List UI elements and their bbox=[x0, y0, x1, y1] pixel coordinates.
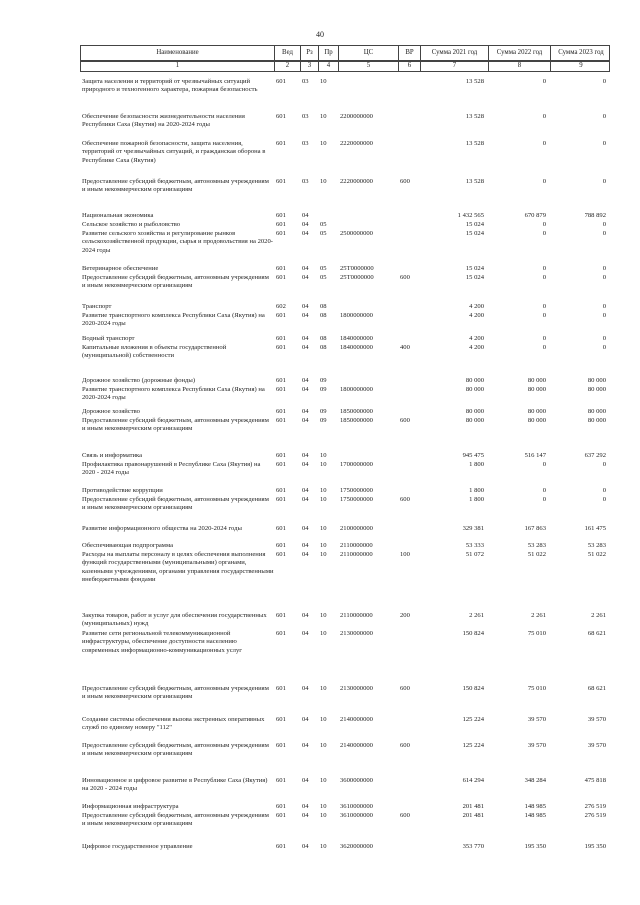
cell-ved: 601 bbox=[276, 265, 286, 272]
cell-s2021: 1 432 565 bbox=[457, 212, 484, 219]
cell-name: Развитие информационного общества на 2020-2024 годы bbox=[82, 525, 242, 532]
cell-ved: 601 bbox=[276, 274, 286, 281]
cell-pr: 10 bbox=[320, 452, 327, 459]
cell-name: Профилактика правонарушений в Республике Саха (Якутия) на 2020 - 2024 годы bbox=[82, 461, 261, 477]
cell-s2023: 51 022 bbox=[587, 551, 606, 558]
cell-cs: 1850000000 bbox=[340, 408, 373, 415]
cell-ved: 601 bbox=[276, 417, 286, 424]
cell-pr: 10 bbox=[320, 496, 327, 503]
header-cell-ved: 2 bbox=[275, 62, 301, 71]
header-cell-name: 1 bbox=[81, 62, 275, 71]
cell-s2022: 80 000 bbox=[527, 386, 546, 393]
cell-pr: 09 bbox=[320, 408, 327, 415]
cell-pr: 10 bbox=[320, 542, 327, 549]
cell-rz: 04 bbox=[302, 612, 309, 619]
cell-cs: 1750000000 bbox=[340, 496, 373, 503]
cell-name: Национальная экономика bbox=[82, 212, 154, 219]
cell-s2023: 39 570 bbox=[587, 742, 606, 749]
cell-s2022: 0 bbox=[542, 178, 546, 185]
cell-s2023: 0 bbox=[602, 303, 606, 310]
table-header-row bbox=[80, 45, 610, 61]
cell-pr: 09 bbox=[320, 386, 327, 393]
cell-rz: 04 bbox=[302, 777, 309, 784]
cell-ved: 601 bbox=[276, 221, 286, 228]
cell-rz: 03 bbox=[302, 178, 309, 185]
cell-cs: 2110000000 bbox=[340, 542, 373, 549]
cell-pr: 10 bbox=[320, 612, 327, 619]
cell-cs: 1840000000 bbox=[340, 335, 373, 342]
cell-pr: 09 bbox=[320, 377, 327, 384]
cell-s2021: 4 200 bbox=[469, 312, 484, 319]
cell-name: Предоставление субсидий бюджетным, автономным учреждениям и иным некоммерческим организациям bbox=[82, 417, 269, 433]
cell-s2021: 1 800 bbox=[469, 496, 484, 503]
cell-rz: 04 bbox=[302, 452, 309, 459]
cell-ved: 601 bbox=[276, 461, 286, 468]
cell-s2021: 150 824 bbox=[462, 630, 484, 637]
cell-pr: 10 bbox=[320, 716, 327, 723]
cell-s2023: 68 621 bbox=[587, 630, 606, 637]
cell-ved: 601 bbox=[276, 542, 286, 549]
cell-s2023: 80 000 bbox=[587, 408, 606, 415]
header-cell-ved: Вед bbox=[275, 46, 301, 60]
cell-cs: 25Т0000000 bbox=[340, 274, 374, 281]
cell-s2021: 1 800 bbox=[469, 487, 484, 494]
cell-ved: 601 bbox=[276, 312, 286, 319]
cell-name: Транспорт bbox=[82, 303, 112, 310]
cell-rz: 04 bbox=[302, 221, 309, 228]
cell-pr: 08 bbox=[320, 344, 327, 351]
cell-pr: 10 bbox=[320, 178, 327, 185]
cell-pr: 10 bbox=[320, 843, 327, 850]
column-number-row bbox=[80, 61, 610, 72]
cell-s2023: 0 bbox=[602, 140, 606, 147]
cell-cs: 2100000000 bbox=[340, 525, 373, 532]
cell-rz: 04 bbox=[302, 812, 309, 819]
cell-pr: 08 bbox=[320, 335, 327, 342]
cell-cs: 3600000000 bbox=[340, 777, 373, 784]
cell-pr: 05 bbox=[320, 230, 327, 237]
header-cell-s2022: 8 bbox=[489, 62, 551, 71]
cell-vr: 600 bbox=[400, 496, 410, 503]
cell-rz: 04 bbox=[302, 487, 309, 494]
cell-pr: 10 bbox=[320, 113, 327, 120]
cell-s2022: 0 bbox=[542, 140, 546, 147]
cell-ved: 601 bbox=[276, 140, 286, 147]
cell-s2022: 0 bbox=[542, 312, 546, 319]
cell-cs: 2140000000 bbox=[340, 716, 373, 723]
cell-ved: 601 bbox=[276, 377, 286, 384]
cell-cs: 3610000000 bbox=[340, 803, 373, 810]
cell-s2021: 53 333 bbox=[465, 542, 484, 549]
cell-s2022: 75 010 bbox=[527, 630, 546, 637]
cell-pr: 10 bbox=[320, 525, 327, 532]
cell-s2023: 80 000 bbox=[587, 377, 606, 384]
cell-rz: 04 bbox=[302, 461, 309, 468]
cell-s2021: 201 481 bbox=[462, 803, 484, 810]
cell-s2021: 15 024 bbox=[465, 265, 484, 272]
header-cell-vr: ВР bbox=[399, 46, 421, 60]
cell-name: Предоставление субсидий бюджетным, автономным учреждениям и иным некоммерческим организациям bbox=[82, 496, 269, 512]
cell-s2021: 80 000 bbox=[465, 417, 484, 424]
cell-ved: 601 bbox=[276, 344, 286, 351]
cell-s2023: 0 bbox=[602, 265, 606, 272]
cell-name: Инновационное и цифровое развитие в Республике Саха (Якутия) на 2020 - 2024 годы bbox=[82, 777, 268, 793]
cell-s2021: 15 024 bbox=[465, 230, 484, 237]
cell-cs: 2220000000 bbox=[340, 140, 373, 147]
cell-s2022: 0 bbox=[542, 113, 546, 120]
cell-cs: 2110000000 bbox=[340, 551, 373, 558]
cell-pr: 09 bbox=[320, 417, 327, 424]
cell-pr: 10 bbox=[320, 630, 327, 637]
header-cell-s2021: 7 bbox=[421, 62, 489, 71]
cell-s2022: 80 000 bbox=[527, 417, 546, 424]
header-cell-rz: 3 bbox=[301, 62, 319, 71]
cell-rz: 04 bbox=[302, 843, 309, 850]
cell-s2022: 348 284 bbox=[524, 777, 546, 784]
cell-s2022: 516 147 bbox=[524, 452, 546, 459]
cell-s2022: 670 879 bbox=[524, 212, 546, 219]
cell-name: Предоставление субсидий бюджетным, автономным учреждениям и иным некоммерческим организациям bbox=[82, 742, 269, 758]
cell-s2023: 0 bbox=[602, 461, 606, 468]
cell-rz: 04 bbox=[302, 230, 309, 237]
cell-name: Защита населения и территорий от чрезвычайных ситуаций природного и техногенного характера, пожарная безопасность bbox=[82, 78, 258, 94]
cell-s2021: 353 770 bbox=[462, 843, 484, 850]
cell-s2021: 80 000 bbox=[465, 377, 484, 384]
cell-pr: 10 bbox=[320, 78, 327, 85]
cell-vr: 400 bbox=[400, 344, 410, 351]
cell-s2021: 1 800 bbox=[469, 461, 484, 468]
cell-rz: 04 bbox=[302, 312, 309, 319]
cell-ved: 602 bbox=[276, 303, 286, 310]
cell-s2022: 80 000 bbox=[527, 377, 546, 384]
cell-s2021: 15 024 bbox=[465, 274, 484, 281]
cell-cs: 2220000000 bbox=[340, 178, 373, 185]
cell-s2023: 637 292 bbox=[584, 452, 606, 459]
cell-vr: 600 bbox=[400, 417, 410, 424]
cell-pr: 05 bbox=[320, 265, 327, 272]
cell-pr: 10 bbox=[320, 140, 327, 147]
header-cell-s2023: Сумма 2023 год bbox=[558, 48, 604, 56]
cell-ved: 601 bbox=[276, 78, 286, 85]
cell-ved: 601 bbox=[276, 812, 286, 819]
cell-s2022: 148 985 bbox=[524, 812, 546, 819]
cell-vr: 600 bbox=[400, 274, 410, 281]
cell-vr: 600 bbox=[400, 178, 410, 185]
cell-s2023: 161 475 bbox=[584, 525, 606, 532]
page-number: 40 bbox=[316, 30, 324, 39]
cell-ved: 601 bbox=[276, 777, 286, 784]
cell-name: Обеспечение безопасности жизнедеятельности населения Республики Саха (Якутия) на 2020-2024 годы bbox=[82, 113, 245, 129]
cell-rz: 04 bbox=[302, 742, 309, 749]
cell-s2021: 15 024 bbox=[465, 221, 484, 228]
cell-rz: 04 bbox=[302, 630, 309, 637]
cell-s2022: 0 bbox=[542, 461, 546, 468]
cell-s2022: 0 bbox=[542, 496, 546, 503]
cell-vr: 200 bbox=[400, 612, 410, 619]
cell-s2022: 0 bbox=[542, 265, 546, 272]
cell-pr: 05 bbox=[320, 221, 327, 228]
cell-cs: 2140000000 bbox=[340, 742, 373, 749]
cell-ved: 601 bbox=[276, 843, 286, 850]
cell-name: Обеспечивающая подпрограмма bbox=[82, 542, 174, 549]
cell-name: Водный транспорт bbox=[82, 335, 135, 342]
cell-name: Дорожное хозяйство (дорожные фонды) bbox=[82, 377, 196, 384]
cell-cs: 1800000000 bbox=[340, 312, 373, 319]
cell-pr: 10 bbox=[320, 742, 327, 749]
cell-ved: 601 bbox=[276, 525, 286, 532]
cell-name: Предоставление субсидий бюджетным, автономным учреждениям и иным некоммерческим организациям bbox=[82, 178, 269, 194]
cell-s2023: 0 bbox=[602, 335, 606, 342]
cell-cs: 2500000000 bbox=[340, 230, 373, 237]
cell-s2023: 80 000 bbox=[587, 417, 606, 424]
cell-s2021: 945 475 bbox=[462, 452, 484, 459]
cell-s2021: 4 200 bbox=[469, 335, 484, 342]
cell-s2023: 475 818 bbox=[584, 777, 606, 784]
cell-rz: 04 bbox=[302, 335, 309, 342]
cell-name: Цифровое государственное управление bbox=[82, 843, 193, 850]
cell-s2022: 0 bbox=[542, 78, 546, 85]
cell-s2022: 39 570 bbox=[527, 716, 546, 723]
cell-s2022: 0 bbox=[542, 230, 546, 237]
cell-name: Расходы на выплаты персоналу в целях обеспечения выполнения функций государственными (муниципальными) органами, казенными учреждениями, органами управления государственными внебюджетными фондами bbox=[82, 551, 274, 584]
cell-rz: 04 bbox=[302, 274, 309, 281]
cell-s2021: 125 224 bbox=[462, 716, 484, 723]
cell-s2021: 13 528 bbox=[465, 140, 484, 147]
cell-ved: 601 bbox=[276, 178, 286, 185]
cell-rz: 04 bbox=[302, 803, 309, 810]
cell-s2021: 329 381 bbox=[462, 525, 484, 532]
cell-cs: 25Т0000000 bbox=[340, 265, 374, 272]
cell-s2021: 80 000 bbox=[465, 386, 484, 393]
cell-pr: 10 bbox=[320, 487, 327, 494]
cell-s2021: 80 000 bbox=[465, 408, 484, 415]
cell-vr: 600 bbox=[400, 685, 410, 692]
cell-s2023: 0 bbox=[602, 230, 606, 237]
cell-s2022: 80 000 bbox=[527, 408, 546, 415]
cell-ved: 601 bbox=[276, 685, 286, 692]
cell-pr: 05 bbox=[320, 274, 327, 281]
cell-ved: 601 bbox=[276, 496, 286, 503]
cell-pr: 10 bbox=[320, 461, 327, 468]
cell-name: Информационная инфраструктура bbox=[82, 803, 179, 810]
cell-rz: 03 bbox=[302, 113, 309, 120]
cell-s2022: 195 350 bbox=[524, 843, 546, 850]
cell-s2022: 0 bbox=[542, 344, 546, 351]
cell-name: Связь и информатика bbox=[82, 452, 143, 459]
cell-rz: 04 bbox=[302, 551, 309, 558]
cell-rz: 04 bbox=[302, 386, 309, 393]
cell-s2023: 0 bbox=[602, 496, 606, 503]
cell-rz: 04 bbox=[302, 377, 309, 384]
cell-cs: 1800000000 bbox=[340, 386, 373, 393]
cell-rz: 04 bbox=[302, 685, 309, 692]
cell-rz: 04 bbox=[302, 344, 309, 351]
cell-s2023: 195 350 bbox=[584, 843, 606, 850]
cell-s2023: 68 621 bbox=[587, 685, 606, 692]
header-cell-s2022: Сумма 2022 год bbox=[489, 46, 551, 60]
cell-ved: 601 bbox=[276, 113, 286, 120]
cell-s2022: 0 bbox=[542, 335, 546, 342]
cell-s2021: 614 294 bbox=[462, 777, 484, 784]
cell-s2023: 0 bbox=[602, 312, 606, 319]
cell-ved: 601 bbox=[276, 487, 286, 494]
cell-s2022: 0 bbox=[542, 487, 546, 494]
cell-name: Развитие сети региональной телекоммуникационной инфраструктуры, обеспечение доступности населению современных информационно-коммуникационных услуг bbox=[82, 630, 242, 654]
cell-pr: 10 bbox=[320, 551, 327, 558]
cell-s2021: 13 528 bbox=[465, 178, 484, 185]
cell-pr: 08 bbox=[320, 312, 327, 319]
cell-ved: 601 bbox=[276, 742, 286, 749]
cell-rz: 04 bbox=[302, 417, 309, 424]
cell-name: Создание системы обеспечения вызова экстренных оперативных служб по единому номеру "112" bbox=[82, 716, 265, 732]
cell-cs: 1840000000 bbox=[340, 344, 373, 351]
cell-s2022: 75 010 bbox=[527, 685, 546, 692]
cell-s2023: 0 bbox=[602, 274, 606, 281]
cell-name: Сельское хозяйство и рыболовство bbox=[82, 221, 181, 228]
cell-ved: 601 bbox=[276, 803, 286, 810]
cell-s2022: 0 bbox=[542, 221, 546, 228]
cell-ved: 601 bbox=[276, 716, 286, 723]
cell-ved: 601 bbox=[276, 230, 286, 237]
header-cell-s2021: Сумма 2021 год bbox=[421, 46, 489, 60]
cell-ved: 601 bbox=[276, 335, 286, 342]
cell-s2021: 4 200 bbox=[469, 303, 484, 310]
cell-cs: 2130000000 bbox=[340, 685, 373, 692]
cell-rz: 04 bbox=[302, 525, 309, 532]
cell-s2022: 39 570 bbox=[527, 742, 546, 749]
header-cell-cs: ЦС bbox=[339, 46, 399, 60]
cell-name: Закупка товаров, работ и услуг для обеспечения государственных (муниципальных) нужд bbox=[82, 612, 267, 628]
cell-s2023: 0 bbox=[602, 344, 606, 351]
cell-s2022: 0 bbox=[542, 303, 546, 310]
cell-s2022: 53 283 bbox=[527, 542, 546, 549]
cell-cs: 2110000000 bbox=[340, 612, 373, 619]
cell-vr: 600 bbox=[400, 812, 410, 819]
cell-name: Обеспечение пожарной безопасности, защита населения, территорий от чрезвычайных ситуаций, и гражданская оборона в Республике Саха (Якутия) bbox=[82, 140, 266, 164]
cell-pr: 08 bbox=[320, 303, 327, 310]
cell-pr: 10 bbox=[320, 685, 327, 692]
cell-name: Предоставление субсидий бюджетным, автономным учреждениям и иным некоммерческим организациям bbox=[82, 685, 269, 701]
cell-s2023: 0 bbox=[602, 487, 606, 494]
cell-s2023: 0 bbox=[602, 221, 606, 228]
cell-ved: 601 bbox=[276, 386, 286, 393]
header-cell-s2023: 9 bbox=[579, 62, 583, 70]
cell-s2023: 0 bbox=[602, 113, 606, 120]
cell-rz: 04 bbox=[302, 212, 309, 219]
cell-s2021: 51 072 bbox=[465, 551, 484, 558]
header-cell-vr: 6 bbox=[399, 62, 421, 71]
cell-name: Развитие транспортного комплекса Республики Саха (Якутия) на 2020-2024 годы bbox=[82, 386, 265, 402]
cell-cs: 1750000000 bbox=[340, 487, 373, 494]
cell-name: Капитальные вложения в объекты государственной (муниципальной) собственности bbox=[82, 344, 227, 360]
cell-s2022: 0 bbox=[542, 274, 546, 281]
header-cell-cs: 5 bbox=[339, 62, 399, 71]
cell-cs: 1700000000 bbox=[340, 461, 373, 468]
cell-s2021: 125 224 bbox=[462, 742, 484, 749]
header-cell-pr: Пр bbox=[319, 46, 339, 60]
cell-s2023: 2 261 bbox=[591, 612, 606, 619]
cell-s2021: 13 528 bbox=[465, 113, 484, 120]
cell-s2021: 150 824 bbox=[462, 685, 484, 692]
cell-ved: 601 bbox=[276, 612, 286, 619]
cell-name: Дорожное хозяйство bbox=[82, 408, 140, 415]
cell-ved: 601 bbox=[276, 630, 286, 637]
cell-rz: 04 bbox=[302, 716, 309, 723]
cell-s2022: 148 985 bbox=[524, 803, 546, 810]
cell-s2022: 2 261 bbox=[531, 612, 546, 619]
cell-rz: 04 bbox=[302, 408, 309, 415]
header-cell-pr: 4 bbox=[319, 62, 339, 71]
cell-s2021: 201 481 bbox=[462, 812, 484, 819]
cell-s2022: 51 022 bbox=[527, 551, 546, 558]
cell-cs: 2200000000 bbox=[340, 113, 373, 120]
cell-s2023: 788 892 bbox=[584, 212, 606, 219]
cell-rz: 04 bbox=[302, 303, 309, 310]
header-cell-name: Наименование bbox=[81, 46, 275, 60]
cell-name: Предоставление субсидий бюджетным, автономным учреждениям и иным некоммерческим организациям bbox=[82, 274, 269, 290]
cell-rz: 04 bbox=[302, 542, 309, 549]
cell-name: Предоставление субсидий бюджетным, автономным учреждениям и иным некоммерческим организациям bbox=[82, 812, 269, 828]
cell-rz: 03 bbox=[302, 140, 309, 147]
cell-name: Противодействие коррупции bbox=[82, 487, 163, 494]
cell-ved: 601 bbox=[276, 551, 286, 558]
cell-rz: 04 bbox=[302, 496, 309, 503]
cell-cs: 1850000000 bbox=[340, 417, 373, 424]
cell-s2023: 39 570 bbox=[587, 716, 606, 723]
cell-s2023: 276 519 bbox=[584, 812, 606, 819]
cell-ved: 601 bbox=[276, 212, 286, 219]
cell-rz: 03 bbox=[302, 78, 309, 85]
cell-name: Развитие сельского хозяйства и регулирование рынков сельскохозяйственной продукции, сырья и продовольствия на 2020-2024 годы bbox=[82, 230, 273, 254]
cell-cs: 3610000000 bbox=[340, 812, 373, 819]
cell-ved: 601 bbox=[276, 408, 286, 415]
cell-s2023: 53 283 bbox=[587, 542, 606, 549]
cell-ved: 601 bbox=[276, 452, 286, 459]
cell-s2021: 4 200 bbox=[469, 344, 484, 351]
cell-pr: 10 bbox=[320, 812, 327, 819]
cell-s2023: 276 519 bbox=[584, 803, 606, 810]
cell-pr: 10 bbox=[320, 803, 327, 810]
cell-s2023: 0 bbox=[602, 78, 606, 85]
cell-name: Ветеринарное обеспечение bbox=[82, 265, 159, 272]
cell-cs: 2130000000 bbox=[340, 630, 373, 637]
cell-name: Развитие транспортного комплекса Республики Саха (Якутия) на 2020-2024 годы bbox=[82, 312, 265, 328]
cell-vr: 600 bbox=[400, 742, 410, 749]
header-cell-rz: Рз bbox=[301, 46, 319, 60]
cell-cs: 3620000000 bbox=[340, 843, 373, 850]
cell-s2022: 167 863 bbox=[524, 525, 546, 532]
cell-rz: 04 bbox=[302, 265, 309, 272]
budget-table bbox=[80, 45, 610, 895]
cell-s2021: 2 261 bbox=[469, 612, 484, 619]
cell-pr: 10 bbox=[320, 777, 327, 784]
cell-s2023: 80 000 bbox=[587, 386, 606, 393]
cell-s2021: 13 528 bbox=[465, 78, 484, 85]
cell-s2023: 0 bbox=[602, 178, 606, 185]
cell-vr: 100 bbox=[400, 551, 410, 558]
